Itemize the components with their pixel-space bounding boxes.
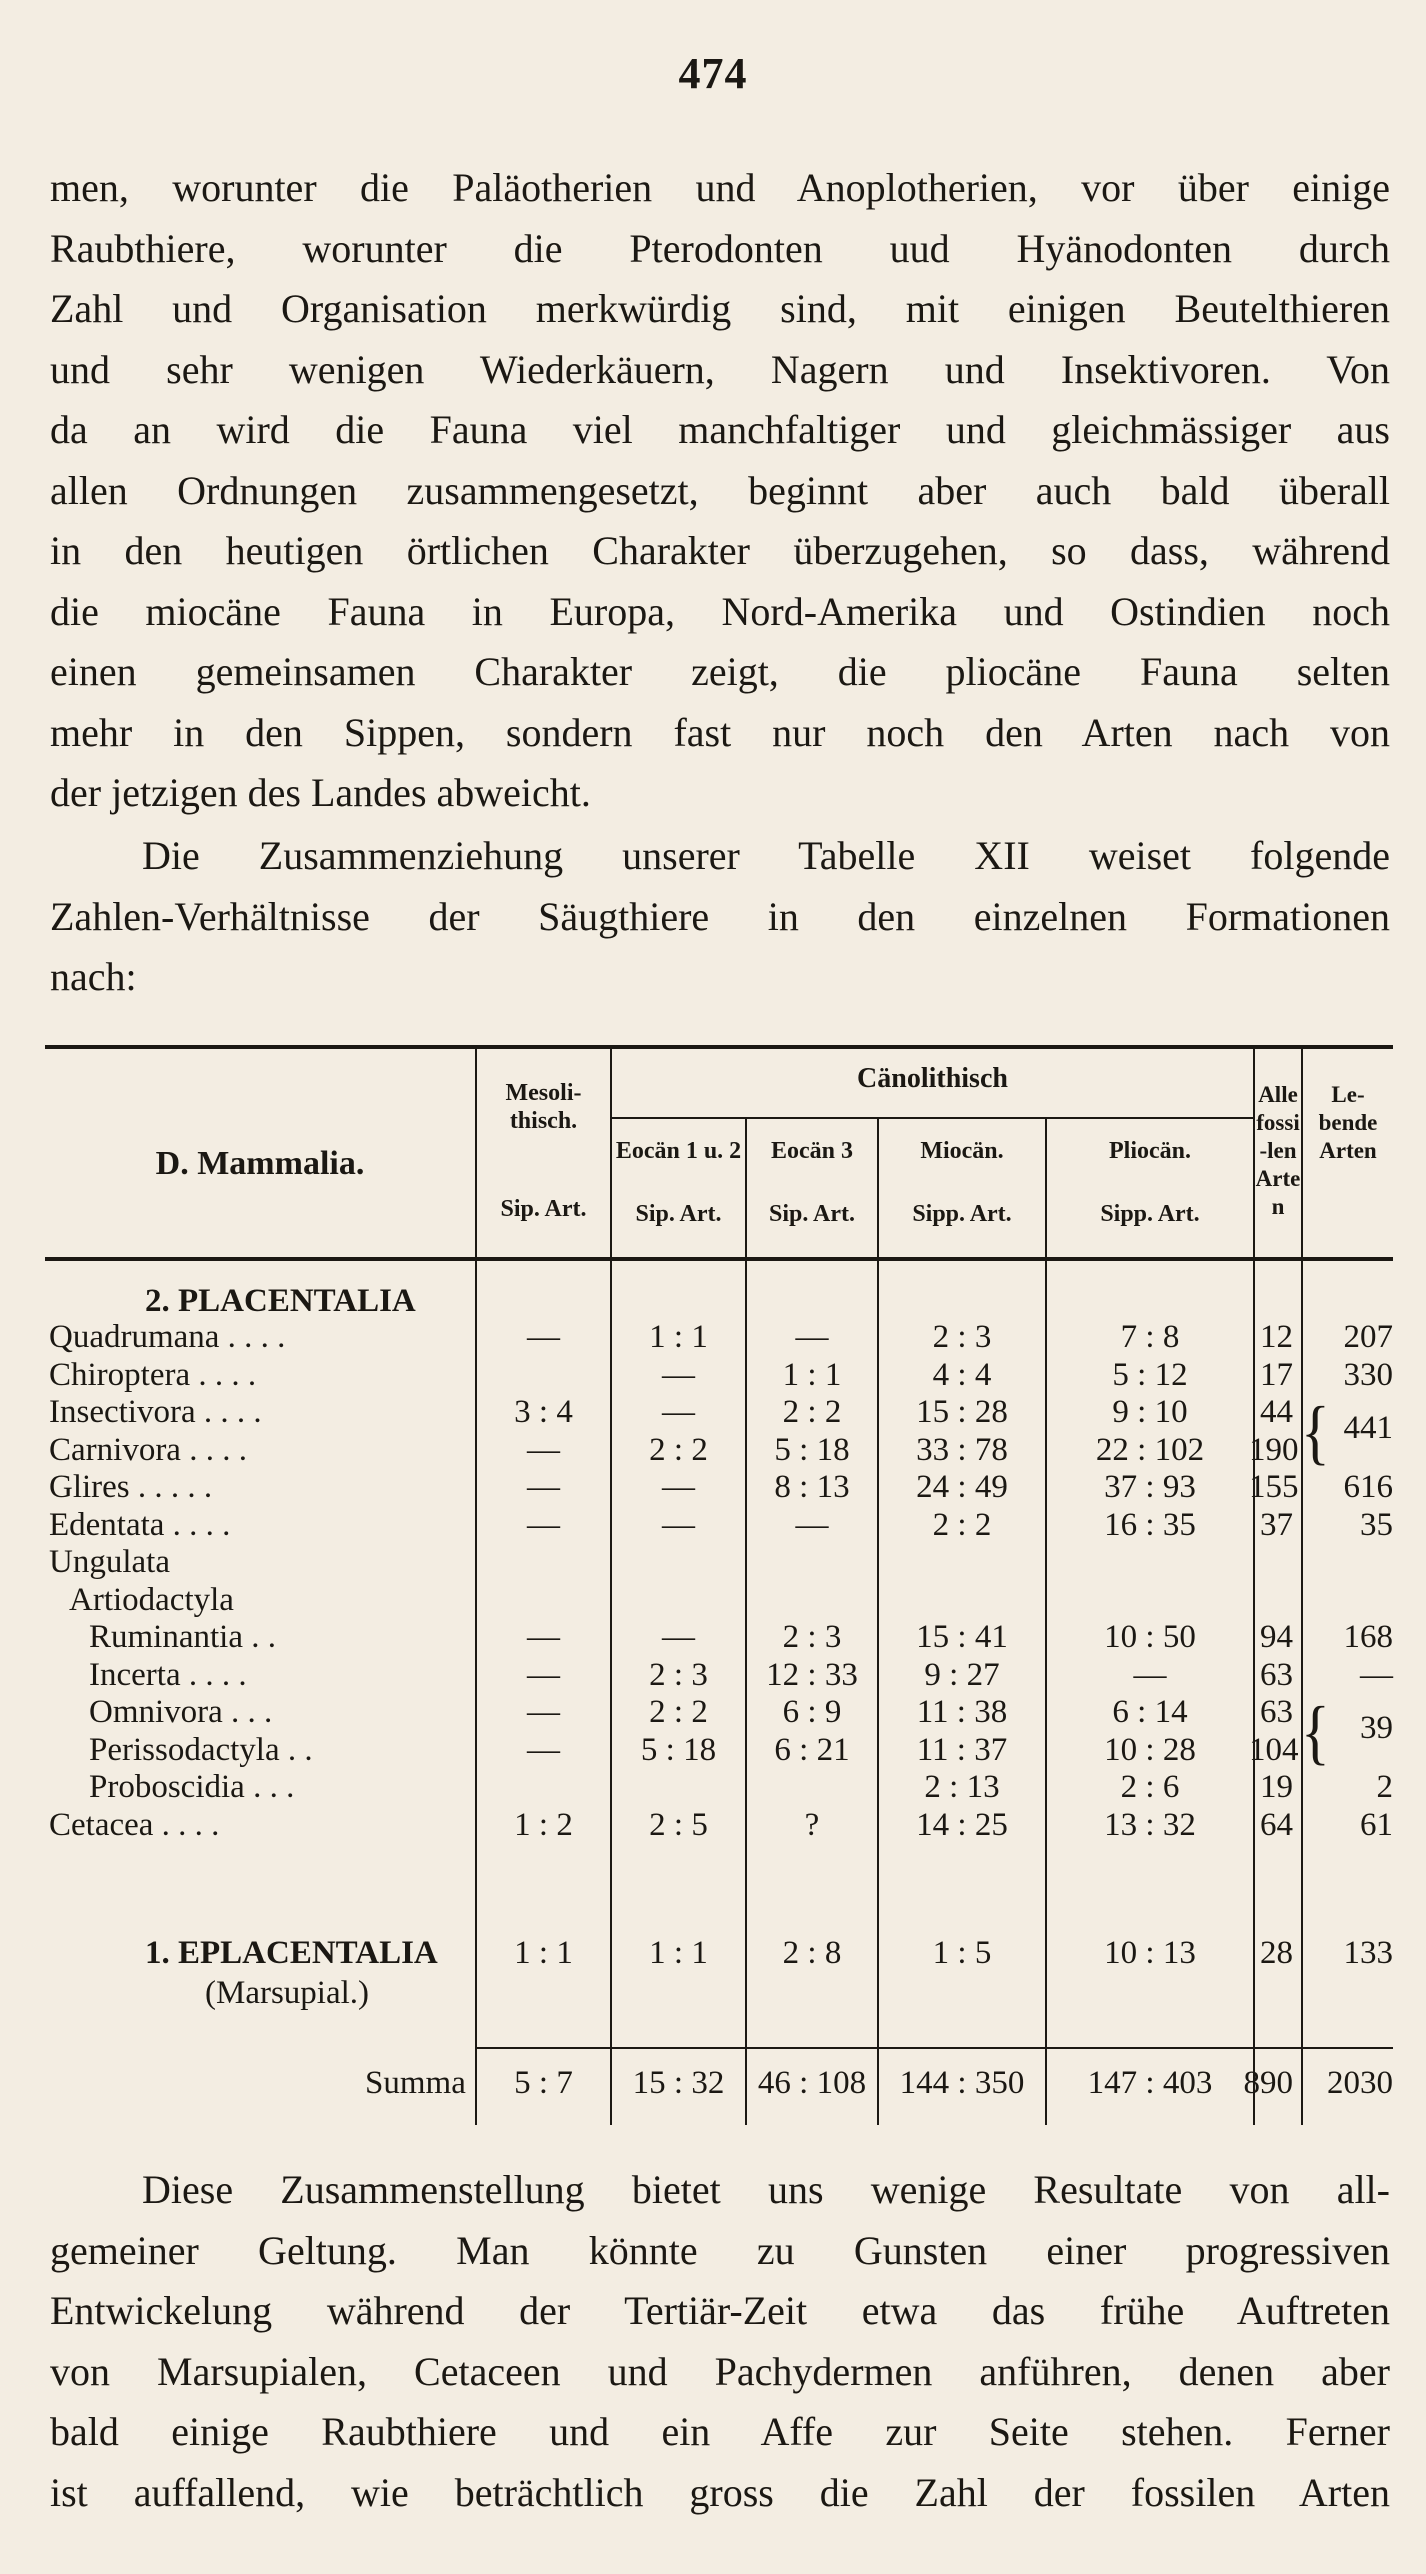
cell-alle: 37	[1260, 1506, 1293, 1543]
cell-mio: 15 : 28	[916, 1394, 1008, 1430]
row-label: Ungulata	[49, 1544, 170, 1580]
row-label: Glires . . . . .	[49, 1469, 213, 1505]
summa-label: Summa	[365, 2065, 466, 2101]
cell-alle: 64	[1260, 1806, 1293, 1843]
text-line: men, worunter die Paläotherien und Anoplotherien, vor über einige	[50, 165, 1390, 210]
summa-plio: 147 : 403	[1087, 2065, 1213, 2101]
cell-plio: 10 : 28	[1104, 1731, 1196, 1768]
text-line: ist auffallend, wie beträchtlich gross die Zahl der fossilen Arten	[50, 2469, 1390, 2515]
text-line: von Marsupialen, Cetaceen und Pachydermen anführen, denen aber	[50, 2348, 1390, 2394]
cell-e3: 6 : 9	[782, 1694, 842, 1730]
header-bottom-rule	[45, 1257, 1393, 1261]
cell-mio: 2 : 2	[932, 1506, 992, 1543]
cell-alle: 17	[1260, 1356, 1293, 1393]
cell-e12: —	[662, 1356, 695, 1393]
cell-lebende: 330	[1343, 1356, 1393, 1393]
cell-meso: —	[527, 1431, 560, 1468]
cell-meso: —	[527, 1469, 560, 1505]
header-eocan3: Eocän 3	[770, 1138, 853, 1164]
summa-alle: 890	[1243, 2065, 1293, 2101]
text-line: und sehr wenigen Wiederkäuern, Nagern und Insektivoren. Von	[50, 346, 1390, 392]
eplacentalia-sub: (Marsupial.)	[205, 1975, 370, 2011]
cell-mio: 33 : 78	[916, 1431, 1008, 1468]
text-line: da an wird die Fauna viel manchfaltiger und gleichmässiger aus	[50, 407, 1390, 452]
cell-lebende: 35	[1360, 1506, 1393, 1543]
paragraph-table-intro	[50, 826, 1390, 1008]
header-eocan12: Eocän 1 u. 2	[615, 1138, 742, 1164]
cell-mio: 4 : 4	[932, 1356, 992, 1393]
cell-mio: 24 : 49	[916, 1469, 1008, 1505]
summa-lebende: 2030	[1327, 2065, 1393, 2101]
mammalia-table	[45, 1045, 1393, 2125]
summa-e12: 15 : 32	[632, 2065, 725, 2101]
cell-plio: 6 : 14	[1112, 1694, 1188, 1730]
summa-mio: 144 : 350	[899, 2065, 1025, 2101]
cell-plio: 7 : 8	[1120, 1319, 1180, 1355]
cell-mio: 11 : 37	[916, 1731, 1008, 1768]
text-line: Zahl und Organisation merkwürdig sind, mit einigen Beutelthieren	[50, 286, 1390, 331]
text-line: Die Zusammenziehung unserer Tabelle XII weiset folgende	[142, 833, 1390, 878]
cell-meso: 3 : 4	[514, 1394, 573, 1430]
header-sipp-art: Sipp. Art.	[1100, 1201, 1200, 1227]
cell-meso: —	[527, 1656, 560, 1693]
row-label: Incerta . . . .	[89, 1656, 247, 1693]
cell-e3: 2 : 2	[782, 1394, 842, 1430]
cell-mio: 9 : 27	[924, 1656, 1000, 1693]
section-eplacentalia: 1. EPLACENTALIA	[145, 1935, 438, 1971]
cell-e3: 6 : 21	[774, 1731, 850, 1768]
cell-plio: 16 : 35	[1104, 1506, 1196, 1543]
brace-icon: {	[1301, 1692, 1330, 1772]
paragraph-intro	[50, 158, 1390, 824]
cell-alle: 63	[1260, 1656, 1293, 1693]
cell-e3: 2 : 8	[782, 1935, 842, 1971]
header-pliocan: Pliocän.	[1109, 1138, 1191, 1164]
cell-e12: —	[662, 1506, 695, 1543]
header-sipp-art: Sipp. Art.	[912, 1201, 1012, 1227]
cell-meso: —	[527, 1319, 560, 1355]
text-line: nach:	[50, 954, 137, 999]
cell-e3: 1 : 1	[782, 1356, 842, 1393]
cell-meso: —	[527, 1506, 560, 1543]
page-number: 474	[678, 49, 748, 98]
cell-plio: 37 : 93	[1104, 1469, 1196, 1505]
cell-e3: 12 : 33	[766, 1656, 858, 1693]
cell-meso: 1 : 2	[514, 1806, 573, 1843]
header-sip-art: Sip. Art.	[500, 1196, 587, 1222]
brace-icon: {	[1301, 1392, 1330, 1472]
text-line: Raubthiere, worunter die Pterodonten uud Hyänodonten durch	[50, 225, 1390, 271]
cell-lebende: 168	[1343, 1619, 1393, 1655]
row-label: Edentata . . . .	[49, 1506, 231, 1543]
cell-alle: 104	[1249, 1731, 1299, 1768]
text-line: in den heutigen örtlichen Charakter überzugehen, so dass, während	[50, 528, 1390, 573]
canolithisch-rule	[610, 1117, 1253, 1119]
header-mesolithisch: Mesoli-thisch.	[505, 1080, 582, 1134]
cell-mio: 11 : 38	[916, 1694, 1008, 1730]
text-line: bald einige Raubthiere und ein Affe zur Seite stehen. Ferner	[50, 2409, 1390, 2454]
cell-mio: 2 : 13	[924, 1769, 1000, 1805]
row-label: Perissodactyla . .	[89, 1731, 313, 1768]
cell-mio: 2 : 3	[932, 1319, 992, 1355]
cell-lebende: 61	[1360, 1806, 1393, 1843]
summa-meso: 5 : 7	[514, 2065, 573, 2101]
cell-mio: 1 : 5	[932, 1935, 992, 1971]
text-line: mehr in den Sippen, sondern fast nur noch den Arten nach von	[50, 709, 1390, 755]
cell-meso: —	[527, 1731, 560, 1768]
cell-plio: 22 : 102	[1095, 1431, 1205, 1468]
cell-e12: 2 : 3	[649, 1656, 708, 1693]
cell-e12: —	[662, 1469, 695, 1505]
cell-plio: 10 : 13	[1104, 1935, 1196, 1971]
cell-lebende: 207	[1343, 1319, 1393, 1355]
table-title: D. Mammalia.	[155, 1145, 365, 1182]
cell-e12: 2 : 5	[649, 1806, 708, 1843]
text-line: der jetzigen des Landes abweicht.	[50, 770, 591, 815]
cell-e12: —	[662, 1394, 695, 1430]
cell-e12: 2 : 2	[649, 1431, 708, 1468]
cell-e3: ?	[804, 1806, 820, 1843]
cell-e12: 1 : 1	[649, 1319, 708, 1355]
cell-plio: —	[1133, 1656, 1167, 1693]
cell-alle: 63	[1260, 1694, 1293, 1730]
cell-meso: —	[527, 1694, 560, 1730]
cell-e12: 1 : 1	[649, 1935, 708, 1971]
text-line: gemeiner Geltung. Man könnte zu Gunsten einer progressiven	[50, 2227, 1390, 2273]
row-label: Carnivora . . . .	[49, 1431, 247, 1468]
row-label: Chiroptera . . . .	[49, 1356, 257, 1393]
header-sip-art: Sip. Art.	[768, 1201, 855, 1227]
section-placentalia: 2. PLACENTALIA	[145, 1283, 416, 1319]
cell-alle: 94	[1260, 1619, 1293, 1655]
cell-plio: 5 : 12	[1112, 1356, 1188, 1393]
cell-plio: 2 : 6	[1120, 1769, 1180, 1805]
cell-e12: —	[662, 1619, 695, 1655]
header-canolithisch: Cänolithisch	[857, 1063, 1008, 1094]
cell-plio: 9 : 10	[1112, 1394, 1188, 1430]
cell-e3: 5 : 18	[774, 1431, 850, 1468]
cell-lebende-grouped: 441	[1343, 1410, 1393, 1446]
text-line: Entwickelung während der Tertiär-Zeit etwa das frühe Auftreten	[50, 2288, 1390, 2333]
text-line: die miocäne Fauna in Europa, Nord-Amerika und Ostindien noch	[50, 588, 1390, 634]
summa-rule	[475, 2047, 1393, 2049]
row-label: Proboscidia . . .	[89, 1769, 295, 1805]
cell-meso: 1 : 1	[514, 1935, 573, 1971]
cell-lebende: —	[1360, 1656, 1393, 1693]
cell-e3: 2 : 3	[782, 1619, 842, 1655]
row-label: Insectivora . . . .	[49, 1394, 262, 1430]
header-miocan: Miocän.	[920, 1138, 1004, 1164]
cell-e3: —	[795, 1506, 829, 1543]
summa-e3: 46 : 108	[757, 2065, 867, 2101]
cell-alle: 44	[1260, 1394, 1293, 1430]
cell-alle: 155	[1249, 1469, 1299, 1505]
cell-alle: 12	[1260, 1319, 1293, 1355]
cell-e12: 2 : 2	[649, 1694, 708, 1730]
paragraph-results	[50, 2160, 1390, 2523]
cell-lebende: 616	[1343, 1469, 1393, 1505]
cell-lebende: 2	[1376, 1769, 1393, 1805]
text-line: einen gemeinsamen Charakter zeigt, die pliocäne Fauna selten	[50, 649, 1390, 694]
cell-mio: 15 : 41	[916, 1619, 1008, 1655]
cell-lebende: 133	[1343, 1935, 1393, 1971]
cell-e3: 8 : 13	[774, 1469, 850, 1505]
cell-alle: 28	[1260, 1935, 1293, 1971]
header-lebende: Le-bende Arten	[1318, 1082, 1378, 1163]
text-line: Zahlen-Verhältnisse der Säugthiere in den einzelnen Formationen	[50, 893, 1390, 939]
text-line: allen Ordnungen zusammengesetzt, beginnt aber auch bald überall	[50, 467, 1390, 513]
cell-plio: 10 : 50	[1104, 1619, 1196, 1655]
cell-plio: 13 : 32	[1104, 1806, 1196, 1843]
cell-e3: —	[795, 1319, 829, 1355]
text-line: Diese Zusammenstellung bietet uns wenige Resultate von all-	[142, 2167, 1390, 2212]
cell-e12: 5 : 18	[640, 1731, 717, 1768]
cell-alle: 19	[1260, 1769, 1293, 1805]
row-label: Artiodactyla	[69, 1581, 234, 1618]
cell-mio: 14 : 25	[916, 1806, 1008, 1843]
row-label: Quadrumana . . . .	[49, 1319, 286, 1355]
cell-lebende-grouped: 39	[1360, 1710, 1393, 1746]
row-label: Ruminantia . .	[89, 1619, 276, 1655]
row-label: Omnivora . . .	[89, 1694, 273, 1730]
header-sip-art: Sip. Art.	[635, 1201, 722, 1227]
row-label: Cetacea . . . .	[49, 1806, 220, 1843]
cell-meso: —	[527, 1619, 560, 1655]
table-top-rule	[45, 1045, 1393, 1049]
cell-alle: 190	[1249, 1431, 1299, 1468]
header-alle-fossilen: Alle fossi-len Arten	[1255, 1082, 1301, 1219]
